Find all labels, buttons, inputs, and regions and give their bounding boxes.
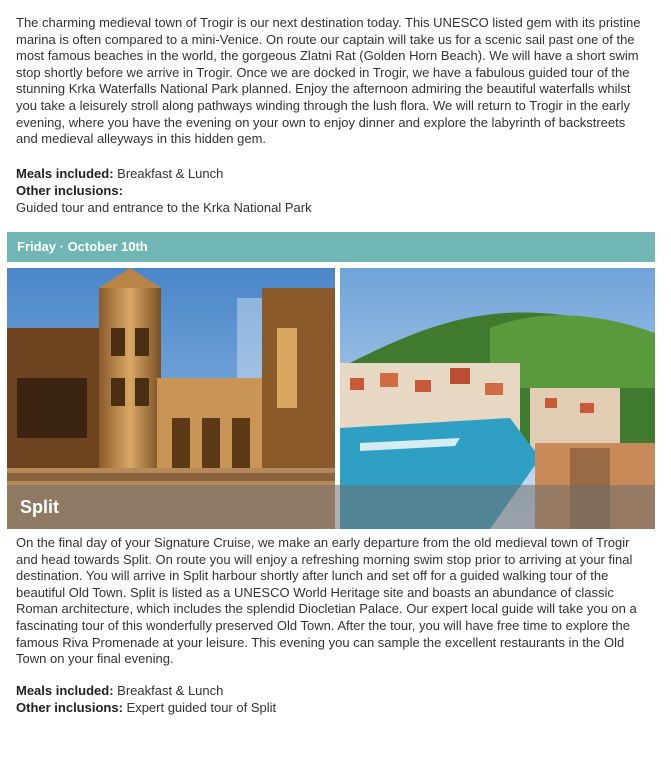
intro-line: The charming medieval town of Trogir is our next destination today. This UNESCO listed gem with its pristine [16, 15, 641, 30]
other-inclusions-value: Expert guided tour of Split [122, 700, 277, 715]
split-description [16, 535, 656, 668]
trogir-inclusions [16, 165, 656, 216]
intro-line: and medieval alleyways in this hidden gem. [16, 131, 267, 147]
intro-line: stunning Krka Waterfalls National Park planned. Enjoy the afternoon admiring the beautiful waterfalls whilst [16, 81, 631, 97]
day-line: Roman architecture, which includes the splendid Diocletian Palace. Our expert local guide will take you on a [16, 601, 637, 617]
meals-row [16, 682, 656, 699]
intro-line: most famous beaches in the world, the gorgeous Zlatni Rat (Golden Horn Beach). We will have a short swim [16, 48, 639, 64]
day-line: famous Riva Promenade at your leisure. This evening you can sample the excellent restaurants in the Old [16, 634, 625, 650]
meals-value: Breakfast & Lunch [113, 166, 224, 181]
day-line: On the final day of your Signature Cruise, we make an early departure from the old medieval town of Trogir [16, 535, 630, 550]
other-inclusions-label: Other inclusions: [16, 700, 123, 715]
split-inclusions [16, 682, 656, 716]
intro-line: you take a leisurely stroll along pathways winding through the lush flora. We will return to Trogir in the early [16, 97, 630, 113]
other-inclusions-row [16, 699, 656, 716]
meals-value: Breakfast & Lunch [113, 683, 224, 698]
intro-line: evening, where you have the evening on your own to enjoy dinner and explore the labyrinth of backstreets [16, 114, 626, 130]
trogir-description [16, 15, 656, 148]
other-inclusions-label: Other inclusions: [16, 183, 123, 198]
day-header: Friday · October 10th [7, 232, 655, 262]
day-line: and head towards Split. On route you will enjoy a refreshing morning swim stop prior to arriving at your final [16, 551, 633, 567]
day-line: fascinating tour of this wonderfully preserved Old Town. After the tour, you will have free time to explore the [16, 617, 630, 633]
meals-label: Meals included: [16, 683, 114, 698]
meals-row [16, 165, 656, 182]
photo-caption-strip [7, 485, 655, 529]
day-line: Town on your final evening. [16, 651, 174, 667]
intro-line: stop shortly before we arrive in Trogir. Once we are docked in Trogir, we have a fabulous guided tour of the [16, 64, 630, 80]
other-inclusions-row [16, 182, 656, 199]
meals-label: Meals included: [16, 166, 114, 181]
day-line: destination. You will arrive in Split harbour shortly after lunch and set off for a guided walking tour of the [16, 568, 609, 584]
photo-caption: Split [20, 497, 59, 517]
day-line: beautiful Old Town. Split is listed as a UNESCO World Heritage site and boasts an abundance of classic [16, 584, 614, 600]
other-inclusions-value: Guided tour and entrance to the Krka National Park [16, 200, 312, 215]
intro-line: marina is often compared to a mini-Venice. On route our captain will take us for a scenic sail past one of the [16, 31, 635, 47]
